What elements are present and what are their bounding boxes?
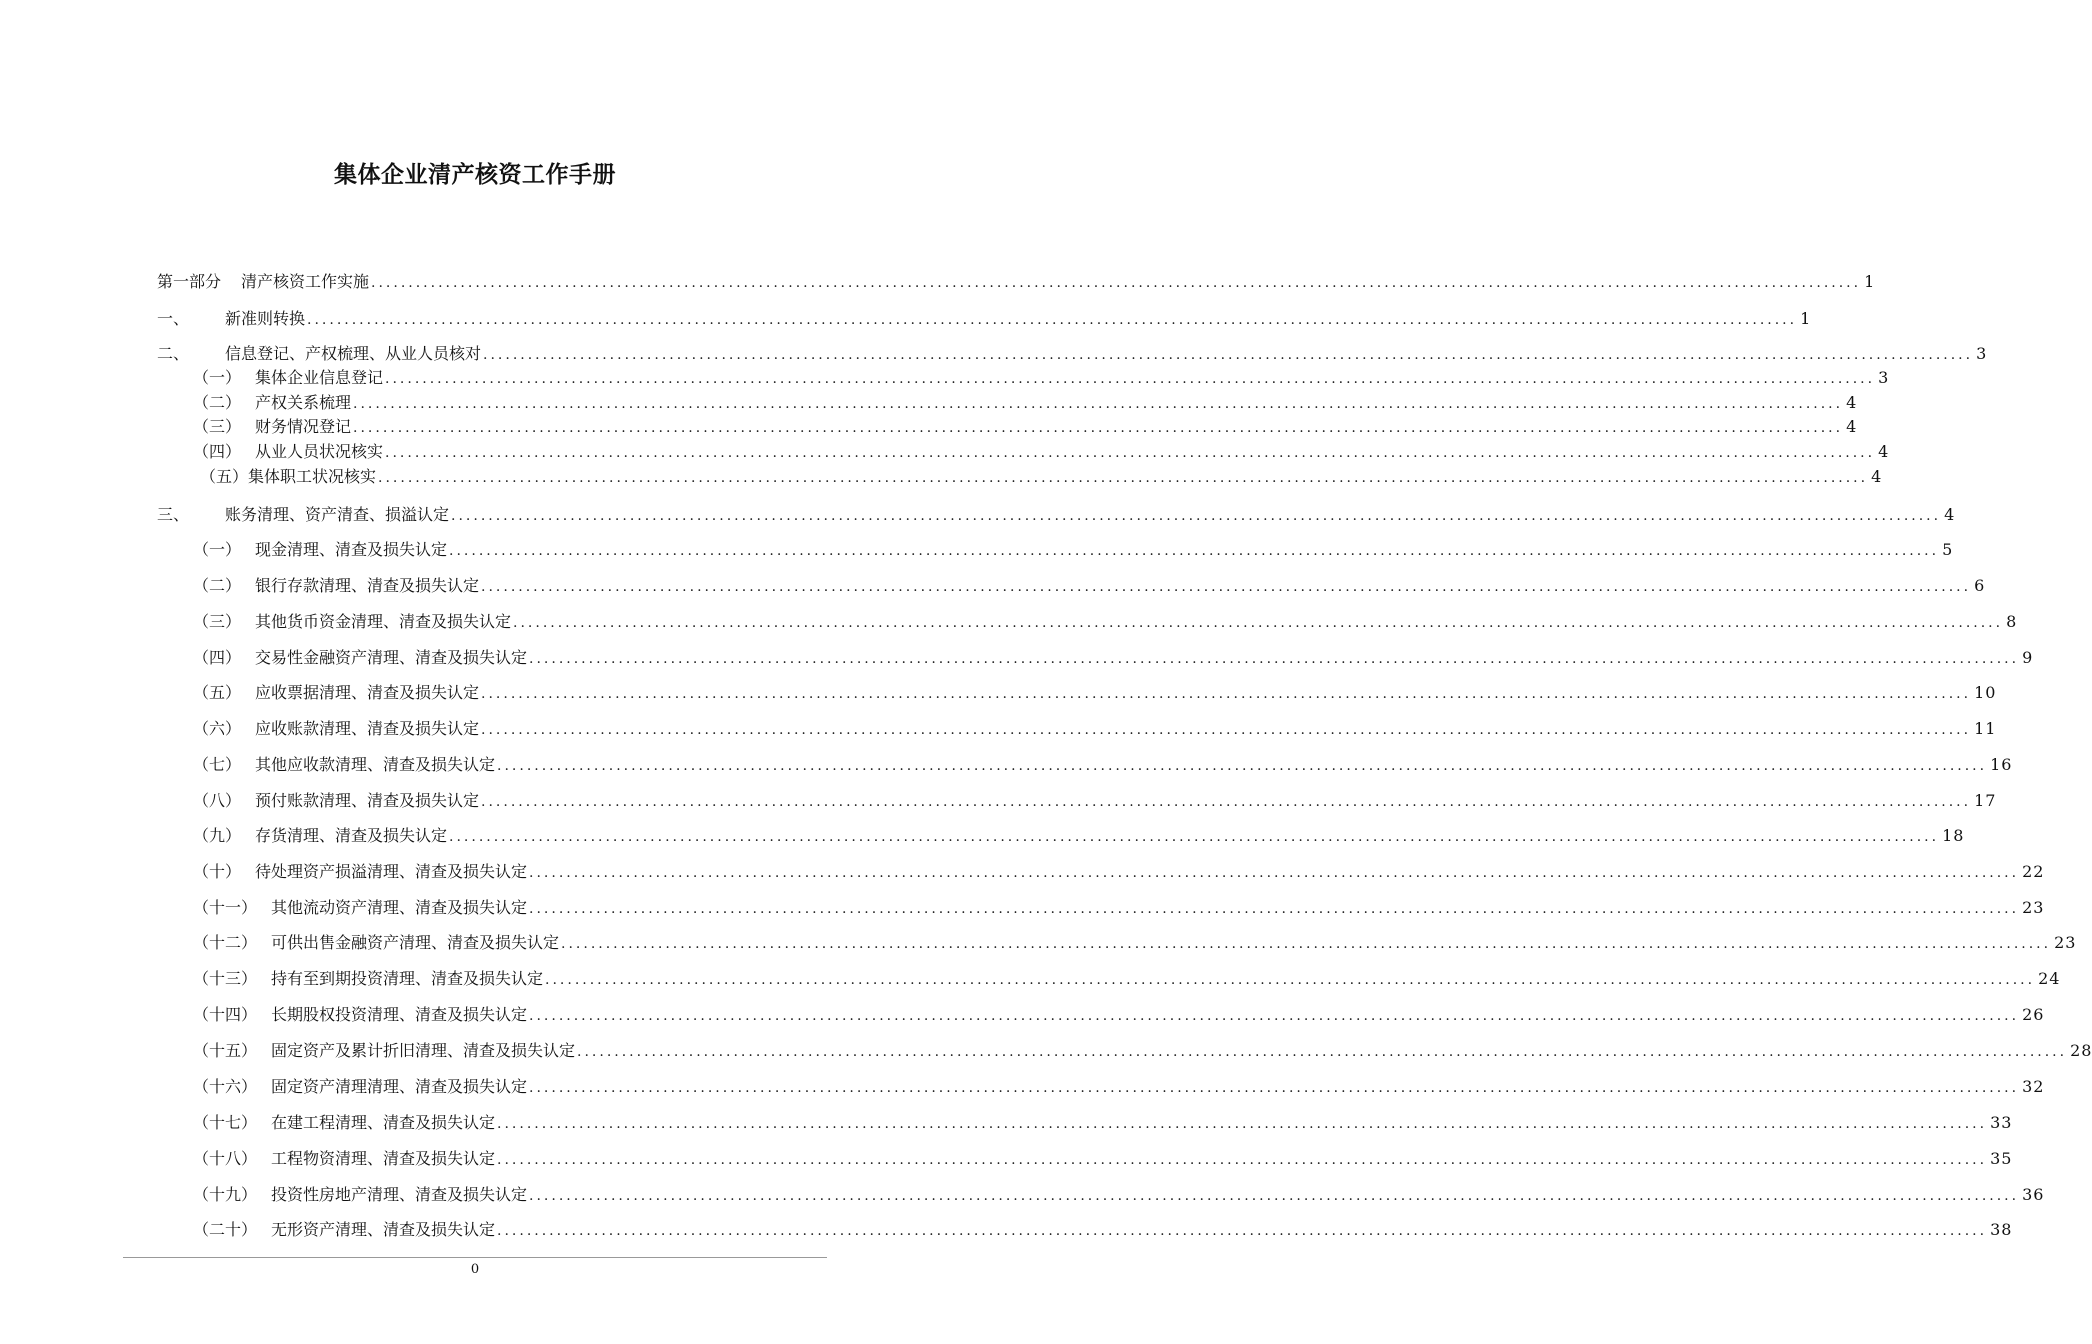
toc-entry-page: 4 xyxy=(1944,505,1956,524)
toc-entry-text: 清产核资工作实施 xyxy=(241,272,370,291)
toc-entry[interactable] xyxy=(193,611,2018,633)
toc-entry[interactable] xyxy=(193,718,1997,740)
toc-dot-leader: ........................................................................................................................................................................................................ xyxy=(481,794,1972,810)
toc-entry-number: （十三） xyxy=(193,969,258,988)
toc-dot-leader: ........................................................................................................................................................................................................ xyxy=(449,829,1940,845)
toc-entry-page: 3 xyxy=(1878,368,1890,387)
toc-dot-leader: ........................................................................................................................................................................................................ xyxy=(451,508,1942,524)
toc-entry-page: 5 xyxy=(1942,540,1954,559)
toc-dot-leader: ........................................................................................................................................................................................................ xyxy=(378,470,1869,486)
toc-entry-page: 1 xyxy=(1800,309,1812,328)
toc-dot-leader: ........................................................................................................................................................................................................ xyxy=(561,936,2052,952)
toc-entry-page: 8 xyxy=(2006,612,2018,631)
toc-entry-text: 长期股权投资清理、清查及损失认定 xyxy=(271,1005,528,1024)
toc-entry-number: （二） xyxy=(193,393,242,412)
toc-entry-page: 6 xyxy=(1974,576,1986,595)
toc-entry-text: 交易性金融资产清理、清查及损失认定 xyxy=(255,648,528,667)
toc-entry-text: 从业人员状况核实 xyxy=(255,442,384,461)
toc-entry[interactable] xyxy=(193,1076,2045,1098)
toc-dot-leader: ........................................................................................................................................................................................................ xyxy=(497,1152,1988,1168)
toc-entry-number: （十一） xyxy=(193,898,258,917)
toc-entry-text: 应收票据清理、清查及损失认定 xyxy=(255,683,480,702)
toc-entry[interactable] xyxy=(193,1184,2045,1206)
toc-dot-leader: ........................................................................................................................................................................................................ xyxy=(353,396,1844,412)
toc-entry[interactable] xyxy=(193,932,2077,954)
toc-entry-number: （十九） xyxy=(193,1185,258,1204)
toc-entry-page: 10 xyxy=(1974,683,1997,702)
toc-entry-number: （十八） xyxy=(193,1149,258,1168)
toc-entry-text: 财务情况登记 xyxy=(255,417,352,436)
toc-entry-page: 4 xyxy=(1871,467,1883,486)
toc-entry-page: 16 xyxy=(1990,755,2013,774)
toc-entry-page: 35 xyxy=(1990,1149,2013,1168)
toc-entry-page: 23 xyxy=(2054,933,2077,952)
toc-dot-leader: ........................................................................................................................................................................................................ xyxy=(483,347,1974,363)
toc-dot-leader: ........................................................................................................................................................................................................ xyxy=(545,972,2036,988)
toc-entry-page: 26 xyxy=(2022,1005,2045,1024)
toc-entry-number: （一） xyxy=(193,540,242,559)
toc-entry-number: 二、 xyxy=(157,344,190,363)
toc-dot-leader: ........................................................................................................................................................................................................ xyxy=(385,371,1876,387)
toc-entry[interactable] xyxy=(193,392,1858,414)
toc-entry-number: （八） xyxy=(193,791,242,810)
toc-entry-text: 在建工程清理、清查及损失认定 xyxy=(271,1113,496,1132)
toc-entry[interactable] xyxy=(193,1148,2013,1170)
toc-entry-number: （三） xyxy=(193,417,242,436)
toc-entry-page: 9 xyxy=(2022,648,2034,667)
toc-entry[interactable] xyxy=(193,861,2045,883)
toc-entry-page: 18 xyxy=(1942,826,1965,845)
page-number: 0 xyxy=(470,1262,480,1277)
toc-dot-leader: ........................................................................................................................................................................................................ xyxy=(529,1188,2020,1204)
toc-entry-number: （四） xyxy=(193,442,242,461)
toc-entry-text: 现金清理、清查及损失认定 xyxy=(255,540,448,559)
toc-entry-number: （十四） xyxy=(193,1005,258,1024)
toc-dot-leader: ........................................................................................................................................................................................................ xyxy=(385,445,1876,461)
toc-entry-number: （九） xyxy=(193,826,242,845)
toc-entry-number: （一） xyxy=(193,368,242,387)
toc-entry-number: （六） xyxy=(193,719,242,738)
toc-entry-number: （五） xyxy=(193,683,242,702)
toc-entry[interactable] xyxy=(193,682,1997,704)
toc-entry[interactable] xyxy=(193,1040,2092,1062)
toc-entry-number: （七） xyxy=(193,755,242,774)
toc-entry-text: 产权关系梳理 xyxy=(255,393,352,412)
toc-entry[interactable] xyxy=(157,271,1876,293)
toc-dot-leader: ........................................................................................................................................................................................................ xyxy=(497,758,1988,774)
toc-dot-leader: ........................................................................................................................................................................................................ xyxy=(371,275,1862,291)
toc-entry-text: 预付账款清理、清查及损失认定 xyxy=(255,791,480,810)
footer-divider xyxy=(123,1257,827,1258)
toc-entry[interactable] xyxy=(193,1219,2013,1241)
document-title: 集体企业清产核资工作手册 xyxy=(334,162,616,188)
toc-entry-text: 其他应收款清理、清查及损失认定 xyxy=(255,755,496,774)
toc-entry[interactable] xyxy=(193,897,2045,919)
toc-dot-leader: ........................................................................................................................................................................................................ xyxy=(497,1116,1988,1132)
toc-entry-number: 一、 xyxy=(157,309,190,328)
toc-entry-number: （十六） xyxy=(193,1077,258,1096)
toc-entry[interactable] xyxy=(193,790,1997,812)
toc-entry-page: 4 xyxy=(1846,393,1858,412)
toc-dot-leader: ........................................................................................................................................................................................................ xyxy=(529,1080,2020,1096)
toc-entry-page: 24 xyxy=(2038,969,2061,988)
toc-dot-leader: ........................................................................................................................................................................................................ xyxy=(497,1223,1988,1239)
toc-entry-page: 33 xyxy=(1990,1113,2013,1132)
toc-entry[interactable] xyxy=(200,466,1883,488)
toc-entry-number: （四） xyxy=(193,648,242,667)
toc-entry[interactable] xyxy=(193,441,1890,463)
toc-entry[interactable] xyxy=(193,575,1986,597)
toc-entry-number: 第一部分 xyxy=(157,272,222,291)
toc-entry-text: 无形资产清理、清查及损失认定 xyxy=(271,1220,496,1239)
toc-entry-number: （三） xyxy=(193,612,242,631)
toc-entry-page: 4 xyxy=(1878,442,1890,461)
toc-entry-page: 17 xyxy=(1974,791,1997,810)
toc-entry-text: 账务清理、资产清查、损溢认定 xyxy=(225,505,450,524)
toc-entry[interactable] xyxy=(193,539,1954,561)
toc-entry[interactable] xyxy=(193,416,1858,438)
toc-entry-text: 固定资产清理清理、清查及损失认定 xyxy=(271,1077,528,1096)
toc-entry-number: （十） xyxy=(193,862,242,881)
toc-entry[interactable] xyxy=(157,308,1812,330)
toc-entry-text: 其他货币资金清理、清查及损失认定 xyxy=(255,612,512,631)
toc-entry[interactable] xyxy=(157,343,1988,365)
toc-dot-leader: ........................................................................................................................................................................................................ xyxy=(481,579,1972,595)
toc-dot-leader: ........................................................................................................................................................................................................ xyxy=(529,1008,2020,1024)
toc-entry-page: 28 xyxy=(2070,1041,2092,1060)
toc-entry-number: 三、 xyxy=(157,505,190,524)
toc-dot-leader: ........................................................................................................................................................................................................ xyxy=(529,651,2020,667)
toc-dot-leader: ........................................................................................................................................................................................................ xyxy=(513,615,2004,631)
toc-entry[interactable] xyxy=(193,1004,2045,1026)
toc-entry-text: 可供出售金融资产清理、清查及损失认定 xyxy=(271,933,560,952)
toc-entry-number: （十七） xyxy=(193,1113,258,1132)
toc-dot-leader: ........................................................................................................................................................................................................ xyxy=(481,686,1972,702)
toc-entry-number: （十五） xyxy=(193,1041,258,1060)
toc-entry-text: 新准则转换 xyxy=(225,309,306,328)
toc-entry-text: 持有至到期投资清理、清查及损失认定 xyxy=(271,969,544,988)
toc-entry-number: （五） xyxy=(200,467,249,486)
toc-entry-text: 其他流动资产清理、清查及损失认定 xyxy=(271,898,528,917)
toc-entry[interactable] xyxy=(193,367,1890,389)
toc-entry-text: 银行存款清理、清查及损失认定 xyxy=(255,576,480,595)
toc-entry-page: 38 xyxy=(1990,1220,2013,1239)
toc-entry-page: 32 xyxy=(2022,1077,2045,1096)
toc-entry[interactable] xyxy=(193,754,2013,776)
toc-entry-page: 22 xyxy=(2022,862,2045,881)
toc-entry-text: 待处理资产损溢清理、清查及损失认定 xyxy=(255,862,528,881)
toc-dot-leader: ........................................................................................................................................................................................................ xyxy=(307,312,1798,328)
toc-entry-text: 存货清理、清查及损失认定 xyxy=(255,826,448,845)
toc-entry[interactable] xyxy=(193,1112,2013,1134)
toc-entry-text: 信息登记、产权梳理、从业人员核对 xyxy=(225,344,482,363)
toc-entry[interactable] xyxy=(157,504,1956,526)
toc-entry[interactable] xyxy=(193,968,2061,990)
toc-entry-text: 工程物资清理、清查及损失认定 xyxy=(271,1149,496,1168)
toc-dot-leader: ........................................................................................................................................................................................................ xyxy=(529,901,2020,917)
toc-entry-page: 3 xyxy=(1976,344,1988,363)
toc-entry-number: （二十） xyxy=(193,1220,258,1239)
toc-entry[interactable] xyxy=(193,825,1965,847)
toc-dot-leader: ........................................................................................................................................................................................................ xyxy=(481,722,1972,738)
toc-entry-text: 集体企业信息登记 xyxy=(255,368,384,387)
toc-entry-number: （二） xyxy=(193,576,242,595)
toc-entry[interactable] xyxy=(193,647,2034,669)
toc-entry-text: 集体职工状况核实 xyxy=(248,467,377,486)
toc-dot-leader: ........................................................................................................................................................................................................ xyxy=(353,420,1844,436)
toc-entry-page: 4 xyxy=(1846,417,1858,436)
toc-dot-leader: ........................................................................................................................................................................................................ xyxy=(529,865,2020,881)
toc-entry-text: 应收账款清理、清查及损失认定 xyxy=(255,719,480,738)
toc-dot-leader: ........................................................................................................................................................................................................ xyxy=(577,1044,2068,1060)
toc-entry-number: （十二） xyxy=(193,933,258,952)
toc-entry-text: 投资性房地产清理、清查及损失认定 xyxy=(271,1185,528,1204)
toc-entry-text: 固定资产及累计折旧清理、清查及损失认定 xyxy=(271,1041,576,1060)
toc-entry-page: 1 xyxy=(1864,272,1876,291)
toc-entry-page: 36 xyxy=(2022,1185,2045,1204)
toc-dot-leader: ........................................................................................................................................................................................................ xyxy=(449,543,1940,559)
toc-entry-page: 23 xyxy=(2022,898,2045,917)
toc-entry-page: 11 xyxy=(1974,719,1997,738)
